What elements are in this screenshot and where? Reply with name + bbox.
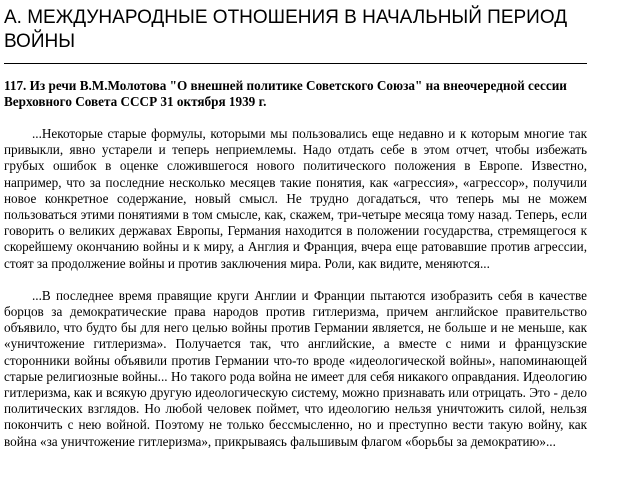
document-page [4,6,592,450]
paragraph-1: ...Некоторые старые формулы, которыми мы пользовались еще недавно и к которым многие так привыкли, явно устарели и теперь неприемлемы. Надо отдать себе в этом отчет, чтобы избежать грубых ошибок в оценке сложившегося нового политического положения в Европе. Известно, например, что за последние несколько месяцев такие понятия, как «агрессия», «агрессор», получили новое конкретное содержание, новый смысл. Не трудно догадаться, что теперь мы не можем пользоваться этими понятиями в том смысле, как, скажем, три-четыре месяца тому назад. Теперь, если говорить о великих державах Европы, Германия находится в положении государства, стремящегося к скорейшему окончанию войны и к миру, а Англия и Франция, вчера еще ратовавшие против агрессии, стоят за продолжение войны и против заключения мира. Роли, как видите, меняются... [4,126,587,271]
section-title: А. МЕЖДУНАРОДНЫЕ ОТНОШЕНИЯ В НАЧАЛЬНЫЙ ПЕРИОД ВОЙНЫ [4,7,568,52]
document-heading: 117. Из речи В.М.Молотова "О внешней политике Советского Союза" на внеочередной сессии Верховного Совета СССР 31 октября 1939 г. [4,78,567,109]
title-divider [4,63,587,64]
paragraph-2: ...В последнее время правящие круги Англии и Франции пытаются изобразить себя в качестве борцов за демократические права народов против гитлеризма, причем английское правительство объявило, что будто бы для него целью войны против Германии является, не больше и не меньше, как «уничтожение гитлеризма». Получается так, что английские, а вместе с ними и французские сторонники войны объявили против Германии что-то вроде «идеологической войны», напоминающей старые религиозные войны... Но такого рода война не имеет для себя никакого оправдания. Идеологию гитлеризма, как и всякую другую идеологическую систему, можно признавать или отрицать. Это - дело политических взглядов. Но любой человек поймет, что идеологию нельзя уничтожить силой, нельзя покончить с нею войной. Поэтому не только бессмысленно, но и преступно вести такую войну, как война «за уничтожение гитлеризма», прикрываясь фальшивым флагом «борьбы за демократию»... [4,287,587,449]
